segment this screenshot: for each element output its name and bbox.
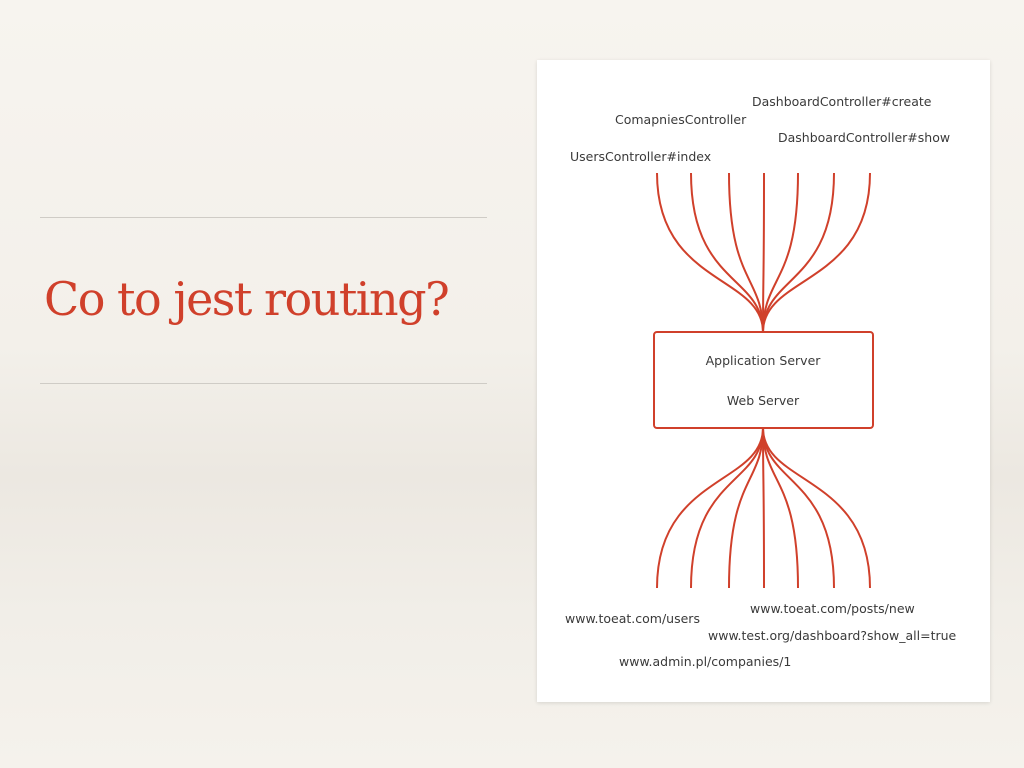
url-connector-line: [763, 428, 764, 588]
controller-label: UsersController#index: [570, 149, 712, 164]
controller-connector-line: [763, 173, 834, 332]
controller-label: DashboardController#create: [752, 94, 932, 109]
title-bottom-rule: [40, 383, 487, 384]
url-connector-line: [763, 428, 834, 588]
url-label: www.toeat.com/posts/new: [750, 601, 915, 616]
url-label: www.admin.pl/companies/1: [619, 654, 792, 669]
slide-title: Co to jest routing?: [44, 272, 449, 326]
routing-diagram: [537, 60, 990, 702]
controller-label: DashboardController#show: [778, 130, 951, 145]
controller-connector-line: [763, 173, 870, 332]
url-label: www.toeat.com/users: [565, 611, 700, 626]
controller-connectors: [657, 173, 870, 332]
server-box: [654, 332, 873, 428]
routing-diagram-card: [537, 60, 990, 702]
controller-connector-line: [763, 173, 764, 332]
url-connectors: [657, 428, 870, 588]
url-label: www.test.org/dashboard?show_all=true: [708, 628, 957, 643]
application-server-label: Application Server: [705, 353, 821, 368]
title-top-rule: [40, 217, 487, 218]
controller-label: ComapniesController: [615, 112, 747, 127]
controller-connector-line: [691, 173, 763, 332]
url-connector-line: [691, 428, 763, 588]
web-server-label: Web Server: [726, 393, 800, 408]
url-connector-line: [763, 428, 870, 588]
